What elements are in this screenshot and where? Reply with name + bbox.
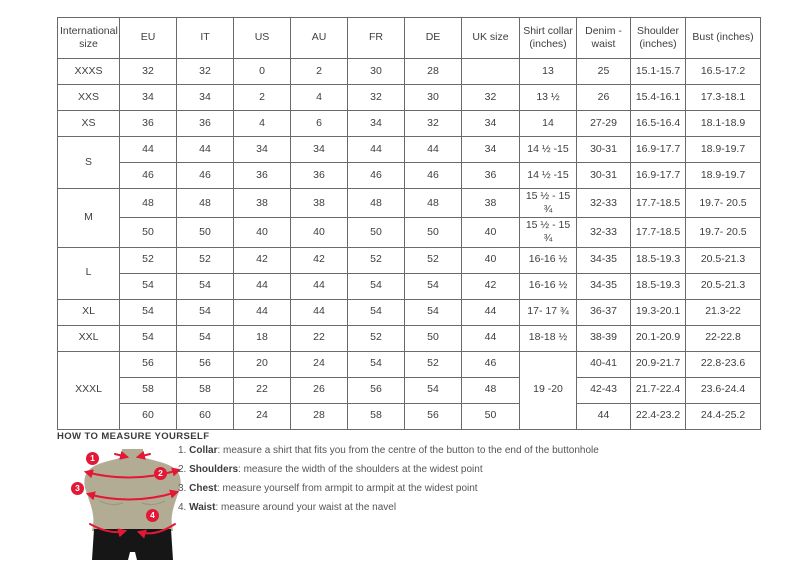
size-cell: 18.9-19.7 <box>686 163 761 189</box>
column-header: Denim - waist <box>577 18 631 59</box>
size-cell: 2 <box>291 59 348 85</box>
size-cell: 20.5-21.3 <box>686 273 761 299</box>
size-cell: 15.4-16.1 <box>631 85 686 111</box>
size-row <box>58 137 761 163</box>
size-cell: 22 <box>234 377 291 403</box>
size-cell: 48 <box>405 189 462 218</box>
size-cell: 50 <box>405 218 462 247</box>
size-cell: 52 <box>120 247 177 273</box>
figure-badge-2: 2 <box>154 467 167 480</box>
size-cell: 54 <box>348 273 405 299</box>
size-cell: 48 <box>120 189 177 218</box>
size-label: M <box>58 189 120 248</box>
size-cell: 40-41 <box>577 351 631 377</box>
torso-shape <box>84 449 180 531</box>
size-cell: 16.9-17.7 <box>631 163 686 189</box>
size-label: L <box>58 247 120 299</box>
size-cell: 50 <box>177 218 234 247</box>
size-cell: 36 <box>291 163 348 189</box>
size-cell: 52 <box>177 247 234 273</box>
size-cell: 18.1-18.9 <box>686 111 761 137</box>
size-row <box>58 377 761 403</box>
column-header: Shoulder (inches) <box>631 18 686 59</box>
size-cell: 46 <box>348 163 405 189</box>
size-cell: 50 <box>405 325 462 351</box>
size-cell: 44 <box>348 137 405 163</box>
size-cell: 18.5-19.3 <box>631 273 686 299</box>
size-row <box>58 85 761 111</box>
size-row <box>58 403 761 429</box>
header-row <box>58 18 761 59</box>
size-cell: 54 <box>177 299 234 325</box>
size-cell: 44 <box>462 299 520 325</box>
size-cell: 60 <box>120 403 177 429</box>
size-cell: 44 <box>234 299 291 325</box>
size-cell: 22.4-23.2 <box>631 403 686 429</box>
size-cell: 32 <box>348 85 405 111</box>
size-cell: 44 <box>234 273 291 299</box>
size-cell: 32 <box>120 59 177 85</box>
size-row <box>58 163 761 189</box>
size-cell: 18.9-19.7 <box>686 137 761 163</box>
column-header: IT <box>177 18 234 59</box>
size-cell: 19 -20 <box>520 351 577 429</box>
size-cell: 20.1-20.9 <box>631 325 686 351</box>
size-cell: 13 ½ <box>520 85 577 111</box>
size-cell: 44 <box>462 325 520 351</box>
size-cell: 54 <box>348 299 405 325</box>
size-cell: 6 <box>291 111 348 137</box>
figure-badge-1: 1 <box>86 452 99 465</box>
size-cell: 54 <box>405 377 462 403</box>
size-cell: 36 <box>234 163 291 189</box>
size-cell: 44 <box>177 137 234 163</box>
mannequin-figure <box>70 447 195 565</box>
shorts-shape <box>92 529 173 560</box>
size-cell: 52 <box>405 247 462 273</box>
size-cell: 40 <box>234 218 291 247</box>
size-row <box>58 247 761 273</box>
size-cell: 21.3-22 <box>686 299 761 325</box>
size-row <box>58 218 761 247</box>
size-cell: 52 <box>348 247 405 273</box>
size-cell: 4 <box>291 85 348 111</box>
size-cell: 54 <box>120 325 177 351</box>
size-row <box>58 299 761 325</box>
size-cell: 46 <box>462 351 520 377</box>
size-label: XL <box>58 299 120 325</box>
size-cell: 15 ½ - 15 ¾ <box>520 189 577 218</box>
size-cell: 58 <box>177 377 234 403</box>
size-cell: 26 <box>291 377 348 403</box>
measure-step: 2. Shoulders: measure the width of the shoulders at the widest point <box>178 464 483 475</box>
size-cell: 16.5-17.2 <box>686 59 761 85</box>
size-cell: 58 <box>348 403 405 429</box>
size-cell: 24.4-25.2 <box>686 403 761 429</box>
column-header: FR <box>348 18 405 59</box>
size-cell: 34 <box>234 137 291 163</box>
size-cell: 19.7- 20.5 <box>686 218 761 247</box>
size-cell: 54 <box>120 299 177 325</box>
size-cell: 20 <box>234 351 291 377</box>
size-cell: 28 <box>291 403 348 429</box>
size-cell: 54 <box>405 299 462 325</box>
size-cell: 14 ½ -15 <box>520 163 577 189</box>
size-cell: 54 <box>177 325 234 351</box>
size-cell: 42 <box>234 247 291 273</box>
size-cell: 40 <box>291 218 348 247</box>
size-cell: 40 <box>462 218 520 247</box>
size-cell: 44 <box>577 403 631 429</box>
size-cell: 19.7- 20.5 <box>686 189 761 218</box>
size-cell: 34-35 <box>577 273 631 299</box>
size-cell: 20.5-21.3 <box>686 247 761 273</box>
figure-badge-4: 4 <box>146 509 159 522</box>
size-cell: 17.3-18.1 <box>686 85 761 111</box>
size-cell: 32-33 <box>577 218 631 247</box>
size-cell: 18.5-19.3 <box>631 247 686 273</box>
size-cell: 60 <box>177 403 234 429</box>
size-cell: 32-33 <box>577 189 631 218</box>
size-cell: 50 <box>462 403 520 429</box>
measure-step: 3. Chest: measure yourself from armpit to armpit at the widest point <box>178 483 478 494</box>
column-header: DE <box>405 18 462 59</box>
size-cell: 17.7-18.5 <box>631 218 686 247</box>
size-cell: 17- 17 ¾ <box>520 299 577 325</box>
size-cell: 2 <box>234 85 291 111</box>
size-cell: 32 <box>462 85 520 111</box>
size-cell: 36-37 <box>577 299 631 325</box>
column-header: International size <box>58 18 120 59</box>
size-cell: 34 <box>291 137 348 163</box>
size-cell: 48 <box>348 189 405 218</box>
size-cell: 46 <box>120 163 177 189</box>
size-cell: 34 <box>462 137 520 163</box>
size-cell: 16.9-17.7 <box>631 137 686 163</box>
size-cell: 36 <box>462 163 520 189</box>
size-cell: 54 <box>405 273 462 299</box>
size-cell: 25 <box>577 59 631 85</box>
size-cell: 30 <box>348 59 405 85</box>
size-cell: 24 <box>291 351 348 377</box>
measure-section-title: HOW TO MEASURE YOURSELF <box>57 431 210 442</box>
size-cell: 13 <box>520 59 577 85</box>
size-cell: 4 <box>234 111 291 137</box>
size-cell: 50 <box>348 218 405 247</box>
figure-badge-3: 3 <box>71 482 84 495</box>
size-row <box>58 351 761 377</box>
size-cell: 56 <box>120 351 177 377</box>
size-cell: 0 <box>234 59 291 85</box>
size-cell: 21.7-22.4 <box>631 377 686 403</box>
size-cell: 42-43 <box>577 377 631 403</box>
measure-steps <box>178 445 738 521</box>
size-cell: 23.6-24.4 <box>686 377 761 403</box>
size-cell: 38 <box>234 189 291 218</box>
size-cell: 17.7-18.5 <box>631 189 686 218</box>
column-header: US <box>234 18 291 59</box>
size-cell: 54 <box>177 273 234 299</box>
size-cell: 20.9-21.7 <box>631 351 686 377</box>
size-cell: 32 <box>177 59 234 85</box>
size-cell: 56 <box>348 377 405 403</box>
size-cell: 36 <box>120 111 177 137</box>
column-header: Bust (inches) <box>686 18 761 59</box>
size-cell: 14 ½ -15 <box>520 137 577 163</box>
size-cell: 58 <box>120 377 177 403</box>
size-label: XXXL <box>58 351 120 429</box>
size-label: XXS <box>58 85 120 111</box>
size-label: XS <box>58 111 120 137</box>
size-cell: 46 <box>405 163 462 189</box>
size-cell: 38 <box>291 189 348 218</box>
size-cell: 34 <box>462 111 520 137</box>
size-chart-section <box>57 17 761 430</box>
size-cell: 34 <box>348 111 405 137</box>
size-cell: 30-31 <box>577 163 631 189</box>
size-cell: 22-22.8 <box>686 325 761 351</box>
size-cell: 24 <box>234 403 291 429</box>
size-cell: 42 <box>291 247 348 273</box>
size-row <box>58 189 761 218</box>
size-cell: 44 <box>405 137 462 163</box>
size-cell: 42 <box>462 273 520 299</box>
size-cell: 54 <box>348 351 405 377</box>
measure-step: 4. Waist: measure around your waist at the navel <box>178 502 397 513</box>
column-header: AU <box>291 18 348 59</box>
size-cell <box>462 59 520 85</box>
column-header: UK size <box>462 18 520 59</box>
size-cell: 48 <box>462 377 520 403</box>
size-cell: 48 <box>177 189 234 218</box>
size-row <box>58 59 761 85</box>
size-row <box>58 111 761 137</box>
column-header: Shirt collar (inches) <box>520 18 577 59</box>
size-row <box>58 325 761 351</box>
size-cell: 44 <box>291 273 348 299</box>
size-cell: 18-18 ½ <box>520 325 577 351</box>
size-cell: 18 <box>234 325 291 351</box>
size-cell: 52 <box>348 325 405 351</box>
size-cell: 38 <box>462 189 520 218</box>
size-cell: 16.5-16.4 <box>631 111 686 137</box>
size-cell: 52 <box>405 351 462 377</box>
size-cell: 40 <box>462 247 520 273</box>
size-cell: 44 <box>291 299 348 325</box>
size-cell: 56 <box>177 351 234 377</box>
size-cell: 15 ½ - 15 ¾ <box>520 218 577 247</box>
size-chart-table <box>57 17 761 430</box>
size-cell: 34-35 <box>577 247 631 273</box>
size-label: S <box>58 137 120 189</box>
size-cell: 34 <box>120 85 177 111</box>
size-cell: 28 <box>405 59 462 85</box>
size-cell: 16-16 ½ <box>520 273 577 299</box>
mannequin-illustration <box>70 447 195 565</box>
size-cell: 19.3-20.1 <box>631 299 686 325</box>
size-cell: 30 <box>405 85 462 111</box>
size-label: XXXS <box>58 59 120 85</box>
size-cell: 38-39 <box>577 325 631 351</box>
size-cell: 27-29 <box>577 111 631 137</box>
size-cell: 36 <box>177 111 234 137</box>
size-cell: 56 <box>405 403 462 429</box>
size-cell: 32 <box>405 111 462 137</box>
size-label: XXL <box>58 325 120 351</box>
column-header: EU <box>120 18 177 59</box>
size-cell: 26 <box>577 85 631 111</box>
measure-step: 1. Collar: measure a shirt that fits you from the centre of the button to the end of the buttonhole <box>178 445 599 456</box>
size-cell: 14 <box>520 111 577 137</box>
size-cell: 46 <box>177 163 234 189</box>
size-cell: 54 <box>120 273 177 299</box>
size-cell: 22 <box>291 325 348 351</box>
size-cell: 34 <box>177 85 234 111</box>
size-cell: 15.1-15.7 <box>631 59 686 85</box>
size-cell: 16-16 ½ <box>520 247 577 273</box>
size-cell: 44 <box>120 137 177 163</box>
size-cell: 22.8-23.6 <box>686 351 761 377</box>
size-cell: 50 <box>120 218 177 247</box>
size-cell: 30-31 <box>577 137 631 163</box>
size-row <box>58 273 761 299</box>
